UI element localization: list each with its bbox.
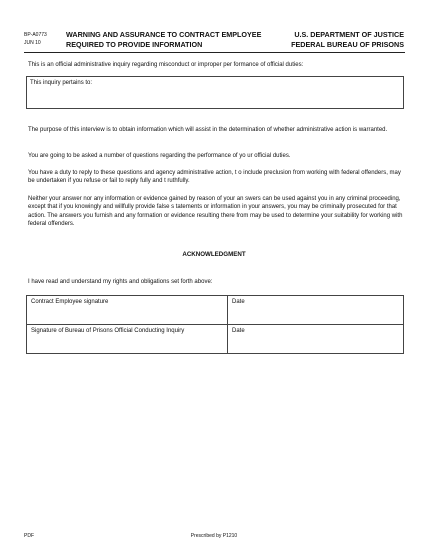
signature-row-employee	[27, 296, 404, 325]
official-signature-field[interactable]	[27, 325, 228, 354]
agency-line-2: FEDERAL BUREAU OF PRISONS	[291, 39, 404, 49]
official-date-label: Date	[232, 328, 245, 334]
agency-line-1: U.S. DEPARTMENT OF JUSTICE	[294, 30, 404, 39]
inquiry-box[interactable]	[26, 76, 404, 109]
employee-date-field[interactable]	[228, 296, 404, 325]
employee-signature-label: Contract Employee signature	[31, 299, 109, 305]
official-date-field[interactable]	[228, 325, 404, 354]
form-number: BP-A0773	[24, 32, 47, 38]
title-line-2: REQUIRED TO PROVIDE INFORMATION	[66, 39, 203, 49]
header-rule	[24, 52, 405, 53]
footer-center: Prescribed by P1210	[190, 533, 238, 539]
form-title	[66, 30, 261, 49]
signature-table	[26, 295, 404, 354]
title-line-1: WARNING AND ASSURANCE TO CONTRACT EMPLOYEE	[66, 30, 262, 39]
inquiry-box-label: This inquiry pertains to:	[30, 80, 93, 86]
neither-paragraph: Neither your answer nor any information or evidence gained by reason of your an swers can be used against you in any criminal proceeding, except that if you knowingly and willfully provide false s tatements or information in your answers, you may be criminally prosecuted for that action. The answers you furnish and any formation or evidence resulting there from may be used to determine your suitability for working with federal offenders.	[28, 196, 403, 228]
signature-row-official	[27, 325, 404, 354]
purpose-paragraph: The purpose of this interview is to obtain information which will assist in the determination of whether administrative action is warranted.	[28, 127, 388, 133]
official-signature-label: Signature of Bureau of Prisons Official Conducting Inquiry	[31, 328, 185, 334]
form-identifier	[24, 31, 47, 47]
acknowledgment-heading: ACKNOWLEDGMENT	[182, 251, 246, 258]
employee-signature-field[interactable]	[27, 296, 228, 325]
employee-date-label: Date	[232, 299, 245, 305]
questions-paragraph: You are going to be asked a number of questions regarding the performance of yo ur official duties.	[28, 153, 291, 159]
acknowledgment-statement: I have read and understand my rights and obligations set forth above:	[28, 279, 213, 285]
form-date: JUN 10	[24, 40, 41, 46]
footer-left: PDF	[24, 533, 34, 539]
agency-name	[291, 30, 404, 49]
intro-text: This is an official administrative inquiry regarding misconduct or improper per formance of official duties:	[28, 62, 304, 68]
duty-paragraph: You have a duty to reply to these questions and agency administrative action, t o include preclusion from working with federal offenders, may be undertaken if you refuse or fail to reply fully and t ruthfully.	[28, 170, 401, 185]
